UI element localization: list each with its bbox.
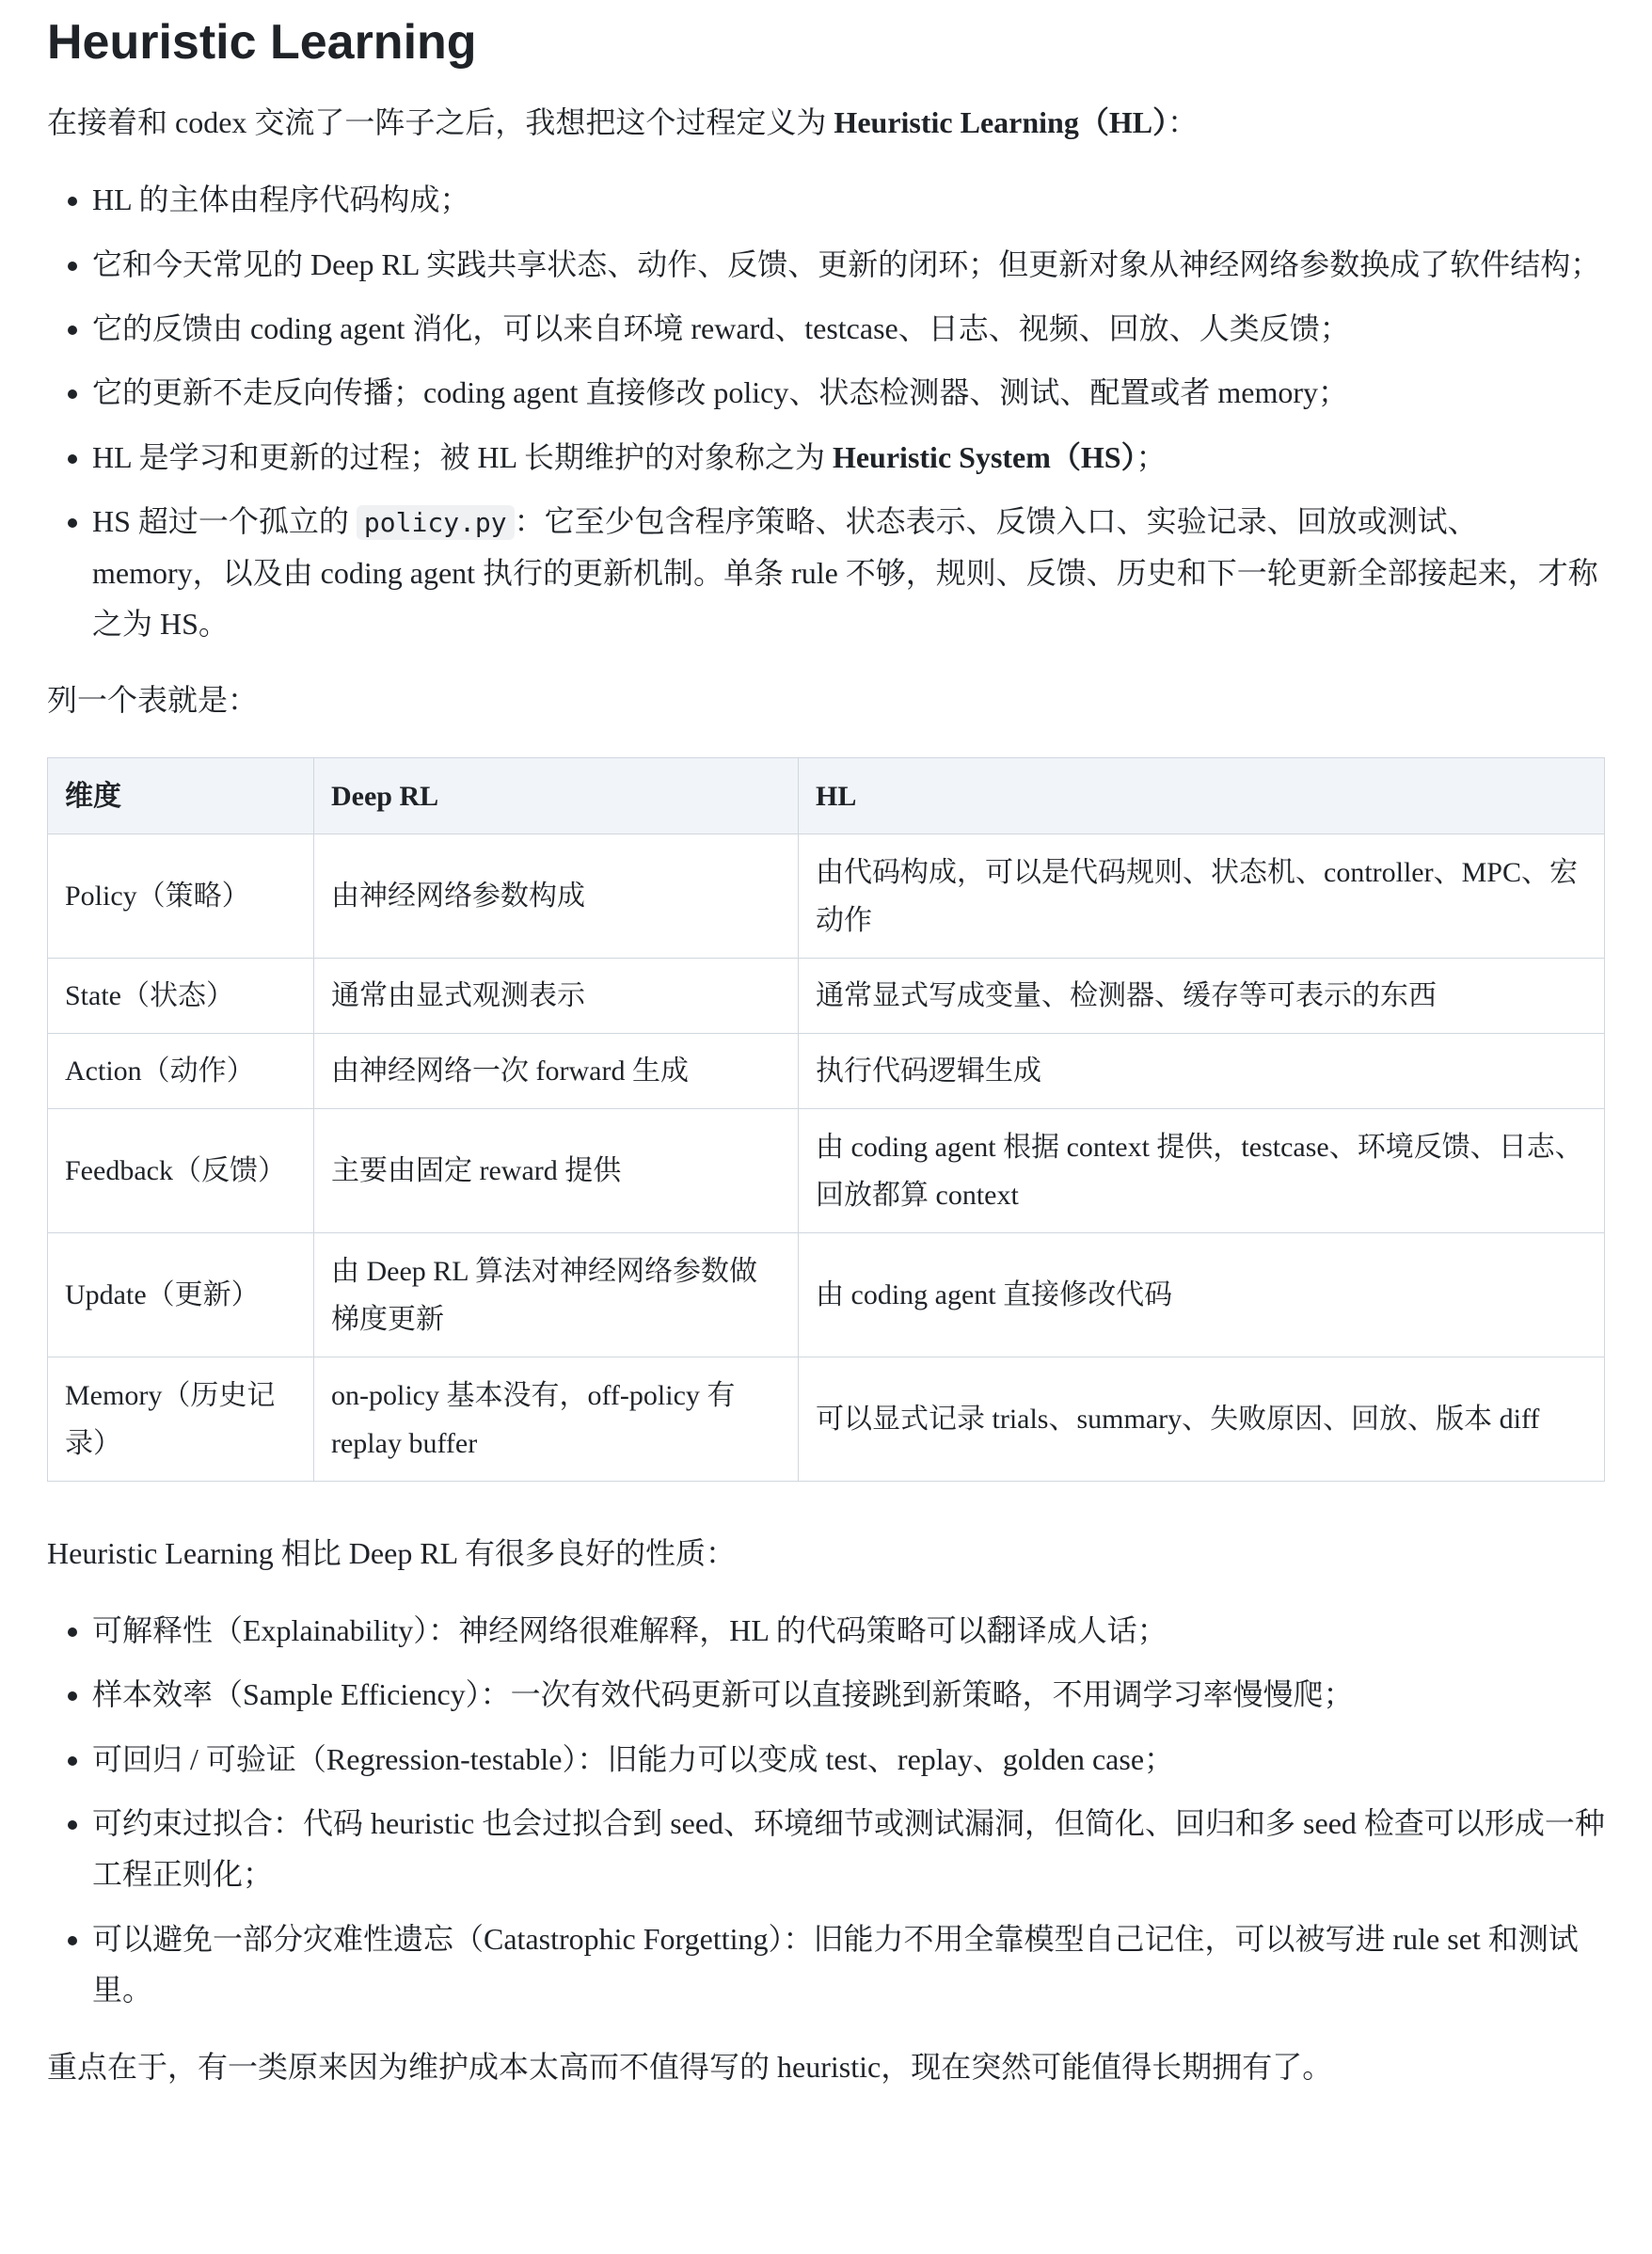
intro-suffix: ： [1168, 105, 1199, 140]
table-row [48, 834, 1605, 959]
table-cell: Memory（历史记录） [48, 1357, 314, 1482]
definition-item: • 它和今天常见的 Deep RL 实践共享状态、动作、反馈、更新的闭环；但更新对象从神经网络参数换成了软件结构； [92, 239, 1605, 290]
definition-item: • 它的反馈由 coding agent 消化，可以来自环境 reward、testcase、日志、视频、回放、人类反馈； [92, 303, 1605, 354]
table-row [48, 1357, 1605, 1482]
intro-paragraph [47, 98, 1605, 148]
table-row [48, 1109, 1605, 1233]
table-cell: Feedback（反馈） [48, 1109, 314, 1233]
header-dimension: 维度 [48, 758, 314, 834]
definition-item: • 它的更新不走反向传播；coding agent 直接修改 policy、状态检测器、测试、配置或者 memory； [92, 367, 1605, 418]
conclusion-paragraph: 重点在于，有一类原来因为维护成本太高而不值得写的 heuristic，现在突然可能值得长期拥有了。 [47, 2049, 1333, 2084]
intro-text: 在接着和 codex 交流了一阵子之后，我想把这个过程定义为 [47, 105, 834, 140]
hs-suffix: ； [1136, 439, 1167, 474]
header-deep-rl: Deep RL [314, 758, 799, 834]
table-cell: 通常显式写成变量、检测器、缓存等可表示的东西 [799, 959, 1605, 1034]
table-cell: Action（动作） [48, 1034, 314, 1109]
header-hl: HL [799, 758, 1605, 834]
definition-item-policy [92, 496, 1605, 649]
table-cell: 主要由固定 reward 提供 [314, 1109, 799, 1233]
table-cell: on-policy 基本没有，off-policy 有 replay buffer [314, 1357, 799, 1482]
table-cell: 由代码构成，可以是代码规则、状态机、controller、MPC、宏动作 [799, 834, 1605, 959]
definition-item: • HL 的主体由程序代码构成； [92, 174, 1605, 225]
table-cell: 由神经网络一次 forward 生成 [314, 1034, 799, 1109]
property-item: • 样本效率（Sample Efficiency）：一次有效代码更新可以直接跳到新策略，不用调学习率慢慢爬； [92, 1669, 1605, 1720]
properties-list [47, 1605, 1605, 2016]
table-cell: 可以显式记录 trials、summary、失败原因、回放、版本 diff [799, 1357, 1605, 1482]
table-header-row [48, 758, 1605, 834]
table-row [48, 959, 1605, 1034]
policy-text: HS 超过一个孤立的 [92, 504, 357, 539]
properties-intro: Heuristic Learning 相比 Deep RL 有很多良好的性质： [47, 1536, 737, 1571]
property-item: • 可约束过拟合：代码 heuristic 也会过拟合到 seed、环境细节或测试漏洞，但简化、回归和多 seed 检查可以形成一种工程正则化； [92, 1798, 1605, 1900]
table-cell: 执行代码逻辑生成 [799, 1034, 1605, 1109]
property-item: • 可回归 / 可验证（Regression-testable）：旧能力可以变成 test、replay、golden case； [92, 1734, 1605, 1785]
hs-text: HL 是学习和更新的过程；被 HL 长期维护的对象称之为 [92, 439, 833, 474]
definition-list [47, 174, 1605, 649]
intro-term: Heuristic Learning（HL） [834, 105, 1168, 140]
table-cell: 由 coding agent 根据 context 提供，testcase、环境反馈、日志、回放都算 context [799, 1109, 1605, 1233]
policy-suffix: ：它至少包含程序策略、状态表示、反馈入口、实验记录、回放或测试、memory，以及由 coding agent 执行的更新机制。单条 rule 不够，规则、反馈、历史和下一轮更新全部接起来，才称之为 HS。 [92, 504, 1598, 641]
property-item: • 可以避免一部分灾难性遗忘（Catastrophic Forgetting）：旧能力不用全靠模型自己记住，可以被写进 rule set 和测试里。 [92, 1913, 1605, 2016]
table-row [48, 1034, 1605, 1109]
table-row [48, 1233, 1605, 1357]
policy-code: policy.py [357, 505, 515, 540]
table-cell: 由 Deep RL 算法对神经网络参数做梯度更新 [314, 1233, 799, 1357]
table-cell: 通常由显式观测表示 [314, 959, 799, 1034]
table-cell: Update（更新） [48, 1233, 314, 1357]
table-cell: 由神经网络参数构成 [314, 834, 799, 959]
table-cell: 由 coding agent 直接修改代码 [799, 1233, 1605, 1357]
hs-term: Heuristic System（HS） [832, 439, 1136, 474]
definition-item-hs [92, 432, 1605, 483]
table-cell: Policy（策略） [48, 834, 314, 959]
page-title: Heuristic Learning [47, 15, 477, 70]
comparison-table [47, 757, 1605, 1482]
property-item: • 可解释性（Explainability）：神经网络很难解释，HL 的代码策略可以翻译成人话； [92, 1605, 1605, 1656]
table-cell: State（状态） [48, 959, 314, 1034]
table-intro: 列一个表就是： [47, 683, 259, 718]
